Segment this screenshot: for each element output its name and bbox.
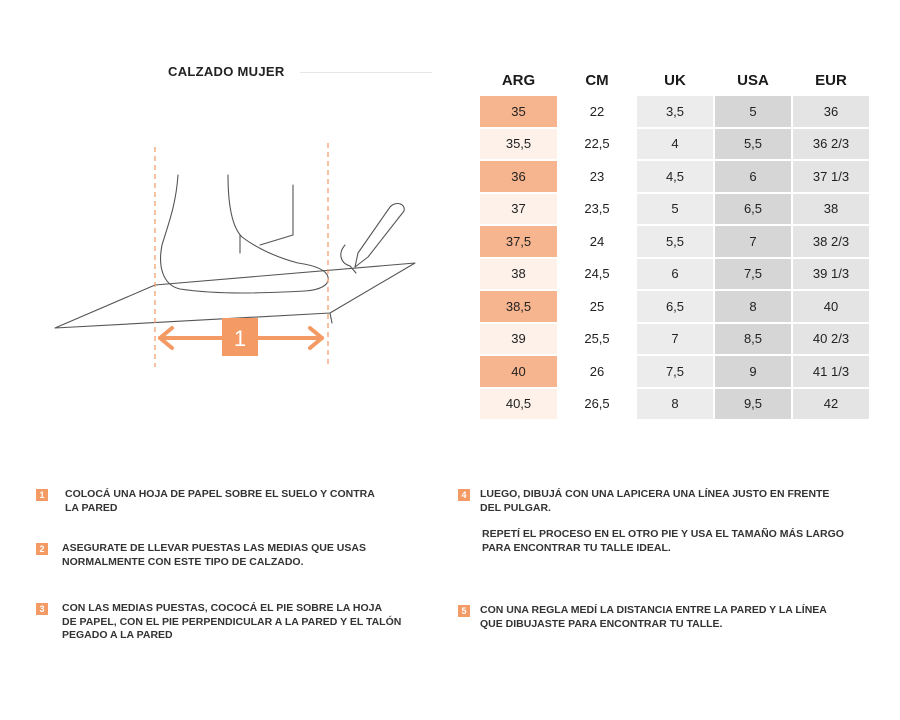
- size-cell-usa: 8: [715, 291, 791, 322]
- size-cell-usa: 6,5: [715, 194, 791, 225]
- title-divider: [300, 72, 432, 73]
- size-cell-uk: 4: [637, 129, 713, 160]
- size-cell-usa: 6: [715, 161, 791, 192]
- size-row: [480, 389, 869, 420]
- size-row: [480, 291, 869, 322]
- size-cell-arg: 38: [480, 259, 557, 290]
- step-text: COLOCÁ UNA HOJA DE PAPEL SOBRE EL SUELO Y CONTRA LA PARED: [65, 488, 375, 514]
- size-cell-eur: 36 2/3: [793, 129, 869, 160]
- size-cell-eur: 39 1/3: [793, 259, 869, 290]
- size-cell-uk: 5: [637, 194, 713, 225]
- size-cell-usa: 7: [715, 226, 791, 257]
- size-cell-arg: 40,5: [480, 389, 557, 420]
- size-cell-uk: 6,5: [637, 291, 713, 322]
- size-row: [480, 194, 869, 225]
- step-text: CON LAS MEDIAS PUESTAS, COCOCÁ EL PIE SOBRE LA HOJA DE PAPEL, CON EL PIE PERPENDICULAR A LA PARED Y EL TALÓN PEGADO A LA PARED: [62, 602, 402, 641]
- header-cm: CM: [585, 71, 609, 89]
- step-number-badge: 5: [458, 605, 470, 617]
- size-cell-arg: 40: [480, 356, 557, 387]
- size-cell-cm: 25,5: [559, 324, 635, 355]
- header-usa: USA: [737, 71, 769, 89]
- table-header-row: [480, 66, 869, 94]
- size-cell-usa: 9: [715, 356, 791, 387]
- size-cell-cm: 24,5: [559, 259, 635, 290]
- step-2: [36, 542, 366, 569]
- size-cell-cm: 22: [559, 96, 635, 127]
- size-cell-uk: 6: [637, 259, 713, 290]
- step-number-badge: 1: [36, 489, 48, 501]
- size-cell-usa: 5,5: [715, 129, 791, 160]
- size-cell-uk: 5,5: [637, 226, 713, 257]
- step-1: [36, 488, 375, 515]
- size-cell-arg: 36: [480, 161, 557, 192]
- size-cell-eur: 41 1/3: [793, 356, 869, 387]
- foot-outline: [161, 175, 329, 293]
- size-cell-usa: 9,5: [715, 389, 791, 420]
- size-chart-table: [478, 64, 871, 421]
- size-row: [480, 96, 869, 127]
- size-cell-usa: 7,5: [715, 259, 791, 290]
- size-cell-arg: 37,5: [480, 226, 557, 257]
- step-3: [36, 602, 401, 643]
- size-chart-body: [480, 96, 869, 419]
- size-row: [480, 324, 869, 355]
- size-cell-uk: 7: [637, 324, 713, 355]
- size-row: [480, 259, 869, 290]
- size-row: [480, 129, 869, 160]
- size-cell-eur: 40 2/3: [793, 324, 869, 355]
- size-cell-cm: 26,5: [559, 389, 635, 420]
- step-text: CON UNA REGLA MEDÍ LA DISTANCIA ENTRE LA PARED Y LA LÍNEA QUE DIBUJASTE PARA ENCONTRAR TU TALLE.: [480, 604, 827, 630]
- size-cell-arg: 38,5: [480, 291, 557, 322]
- size-row: [480, 356, 869, 387]
- step-number-badge: 2: [36, 543, 48, 555]
- size-row: [480, 226, 869, 257]
- size-cell-arg: 35,5: [480, 129, 557, 160]
- page-title: CALZADO MUJER: [168, 64, 285, 79]
- size-cell-cm: 22,5: [559, 129, 635, 160]
- size-cell-usa: 8,5: [715, 324, 791, 355]
- size-cell-arg: 39: [480, 324, 557, 355]
- measure-label: 1: [233, 326, 247, 351]
- size-row: [480, 161, 869, 192]
- size-cell-cm: 23,5: [559, 194, 635, 225]
- header-uk: UK: [664, 71, 686, 89]
- header-eur: EUR: [815, 71, 847, 89]
- size-cell-eur: 40: [793, 291, 869, 322]
- header-arg: ARG: [501, 71, 536, 89]
- size-cell-uk: 7,5: [637, 356, 713, 387]
- size-cell-uk: 4,5: [637, 161, 713, 192]
- size-cell-cm: 26: [559, 356, 635, 387]
- step-text: LUEGO, DIBUJÁ CON UNA LAPICERA UNA LÍNEA JUSTO EN FRENTE DEL PULGAR.: [480, 488, 830, 514]
- size-cell-cm: 25: [559, 291, 635, 322]
- step-4: [458, 488, 829, 515]
- size-cell-usa: 5: [715, 96, 791, 127]
- size-cell-eur: 38 2/3: [793, 226, 869, 257]
- size-cell-uk: 3,5: [637, 96, 713, 127]
- step-5: [458, 604, 827, 631]
- step-number-badge: 4: [458, 489, 470, 501]
- pen-outline: [355, 204, 404, 267]
- foot-measure-illustration: [50, 135, 430, 375]
- size-cell-arg: 35: [480, 96, 557, 127]
- size-cell-eur: 38: [793, 194, 869, 225]
- size-cell-cm: 23: [559, 161, 635, 192]
- size-cell-arg: 37: [480, 194, 557, 225]
- repeat-note: REPETÍ EL PROCESO EN EL OTRO PIE Y USA EL TAMAÑO MÁS LARGO PARA ENCONTRAR TU TALLE IDEAL.: [482, 528, 844, 554]
- size-cell-cm: 24: [559, 226, 635, 257]
- step-text: ASEGURATE DE LLEVAR PUESTAS LAS MEDIAS QUE USAS NORMALMENTE CON ESTE TIPO DE CALZADO.: [62, 542, 366, 568]
- step-number-badge: 3: [36, 603, 48, 615]
- size-cell-eur: 42: [793, 389, 869, 420]
- size-cell-uk: 8: [637, 389, 713, 420]
- size-cell-eur: 36: [793, 96, 869, 127]
- size-cell-eur: 37 1/3: [793, 161, 869, 192]
